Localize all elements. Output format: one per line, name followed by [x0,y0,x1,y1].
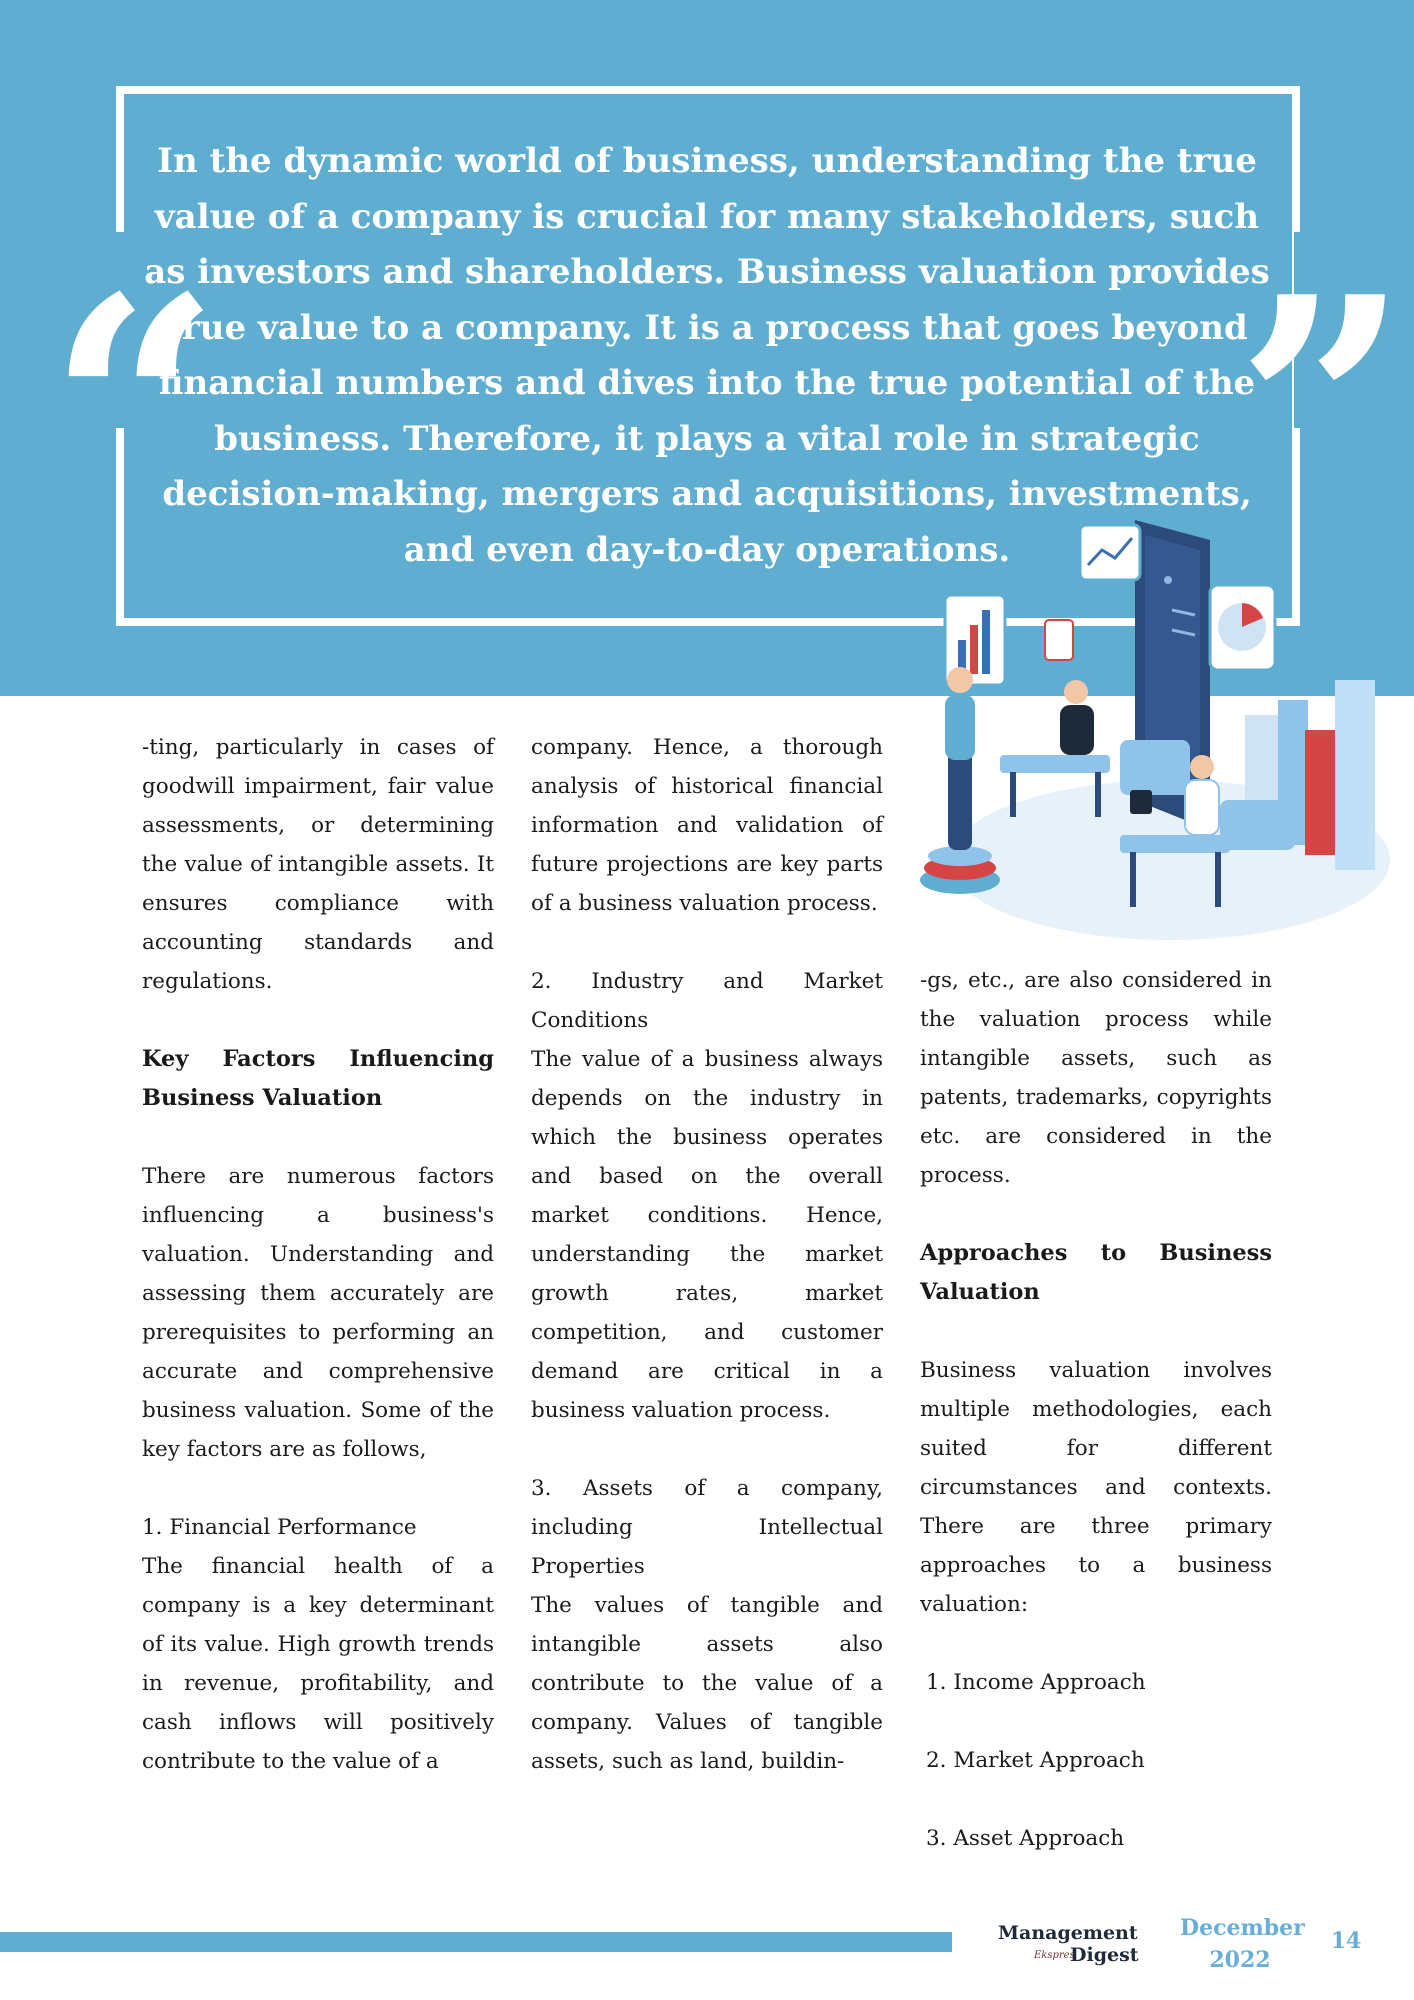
pull-quote: In the dynamic world of business, understanding the true value of a company is crucial for many stakeholders, such as investors and shareholders. Business valuation provides true value to a company. It is a process that goes beyond financial numbers and dives into the true potential of the business. Therefore, it plays a vital role in strategic decision-making, mergers and acquisitions, investments, and even day-to-day operations. [144,141,1270,570]
factor-1-text: The financial health of a company is a key determinant of its value. High growth trends in revenue, profitability, and cash inflows will positively contribute to the value of a [142,1554,494,1774]
col3-paragraph-2: Business valuation involves multiple methodologies, each suited for different circumstances and contexts. There are three primary approaches to a business valuation: [920,1358,1272,1617]
section-heading-approaches: Approaches to Business Valuation [920,1240,1272,1305]
column-2 [531,728,883,1781]
page-number: 14 [1330,1928,1362,1954]
issue-month: December [1180,1915,1305,1941]
close-quote-icon: ” [1236,231,1409,584]
factor-2-text: The value of a business always depends on the industry in which the business operates and based on the overall market conditions. Hence, understanding the market growth rates, market competition, and customer demand are critical in a business valuation process. [531,1047,883,1423]
approach-item-market: 2. Market Approach [926,1748,1145,1773]
issue-date [1180,1912,1305,1976]
section-heading-key-factors: Key Factors Influencing Business Valuation [142,1046,494,1111]
column-1 [142,728,494,1781]
factor-3-title: 3. Assets of a company, including Intellectual Properties [531,1476,883,1579]
logo-small-text: Ekspres [1034,1950,1075,1961]
factor-2-title: 2. Industry and Market Conditions [531,969,883,1033]
approach-item-income: 1. Income Approach [926,1670,1146,1695]
issue-year: 2022 [1209,1947,1271,1973]
business-illustration [910,500,1390,960]
col1-paragraph-2: There are numerous factors influencing a business's valuation. Understanding and assessing them accurately are prerequisites to performing an accurate and comprehensive business valuation. Some of the key factors are as follows, [142,1164,494,1462]
approach-item-asset: 3. Asset Approach [926,1826,1125,1851]
footer-bar [0,1932,952,1952]
col3-paragraph-1: -gs, etc., are also considered in the valuation process while intangible assets, such as patents, trademarks, copyrights etc. are considered in the process. [920,968,1272,1188]
logo-line-1: Management [998,1922,1138,1944]
logo-line-2: Digest [1070,1944,1139,1966]
col2-paragraph-1: company. Hence, a thorough analysis of historical financial information and validation of future projections are key parts of a business valuation process. [531,735,883,916]
factor-3-text: The values of tangible and intangible assets also contribute to the value of a company. Values of tangible assets, such as land, buildin- [531,1593,883,1774]
magazine-logo [994,1920,1139,1972]
open-quote-icon: “ [48,231,221,584]
factor-1-title: 1. Financial Performance [142,1515,417,1540]
col1-paragraph-1: -ting, particularly in cases of goodwill impairment, fair value assessments, or determining the value of intangible assets. It ensures compliance with accounting standards and regulations. [142,735,494,994]
column-3 [920,961,1272,1858]
